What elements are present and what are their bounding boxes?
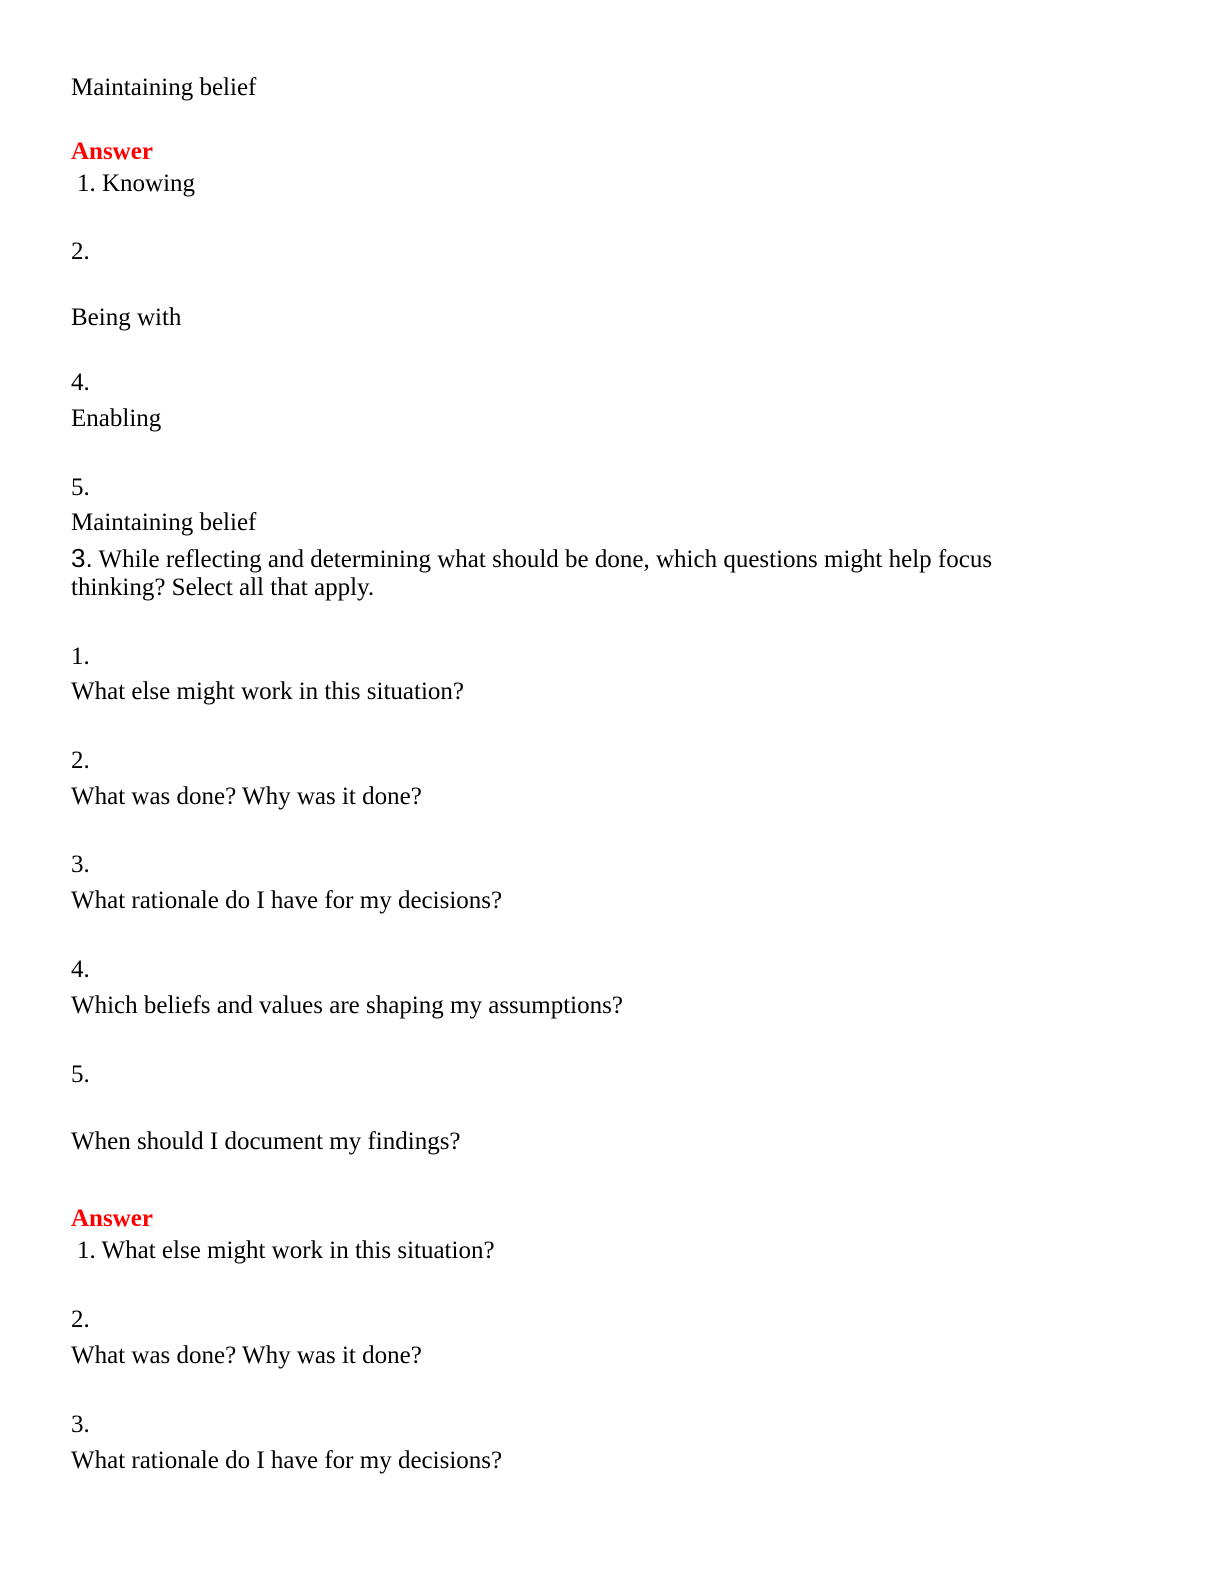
option-number: 3.: [71, 851, 90, 878]
option-text: Which beliefs and values are shaping my assumptions?: [71, 992, 623, 1019]
option-number: 1.: [71, 643, 90, 670]
previous-option-text: Maintaining belief: [71, 74, 257, 101]
answer-label: Answer: [71, 138, 153, 165]
answer-item-text: Being with: [71, 304, 182, 331]
answer-item-number: 4.: [71, 369, 90, 396]
answer-item-text: Enabling: [71, 405, 162, 432]
option-number: 5.: [71, 1061, 90, 1088]
question-text-line2: thinking? Select all that apply.: [71, 574, 375, 601]
question-stem: [71, 543, 992, 575]
option-text: What rationale do I have for my decisions?: [71, 887, 503, 914]
answer-item-1: 1. What else might work in this situation?: [77, 1237, 495, 1264]
option-text: When should I document my findings?: [71, 1128, 461, 1155]
answer-item-text: What was done? Why was it done?: [71, 1342, 422, 1369]
question-text: While reflecting and determining what should be done, which questions might help focus: [98, 546, 993, 573]
question-number: 3.: [71, 543, 93, 573]
answer-label: Answer: [71, 1205, 153, 1232]
answer-item-text: What rationale do I have for my decisions?: [71, 1447, 503, 1474]
option-text: What else might work in this situation?: [71, 678, 464, 705]
answer-item-number: 5.: [71, 474, 90, 501]
answer-item-text: Maintaining belief: [71, 509, 257, 536]
option-text: What was done? Why was it done?: [71, 783, 422, 810]
answer-item-1: 1. Knowing: [77, 170, 196, 197]
answer-item-number: 2.: [71, 1306, 90, 1333]
option-number: 4.: [71, 956, 90, 983]
option-number: 2.: [71, 747, 90, 774]
answer-item-number: 3.: [71, 1411, 90, 1438]
answer-item-number: 2.: [71, 238, 90, 265]
